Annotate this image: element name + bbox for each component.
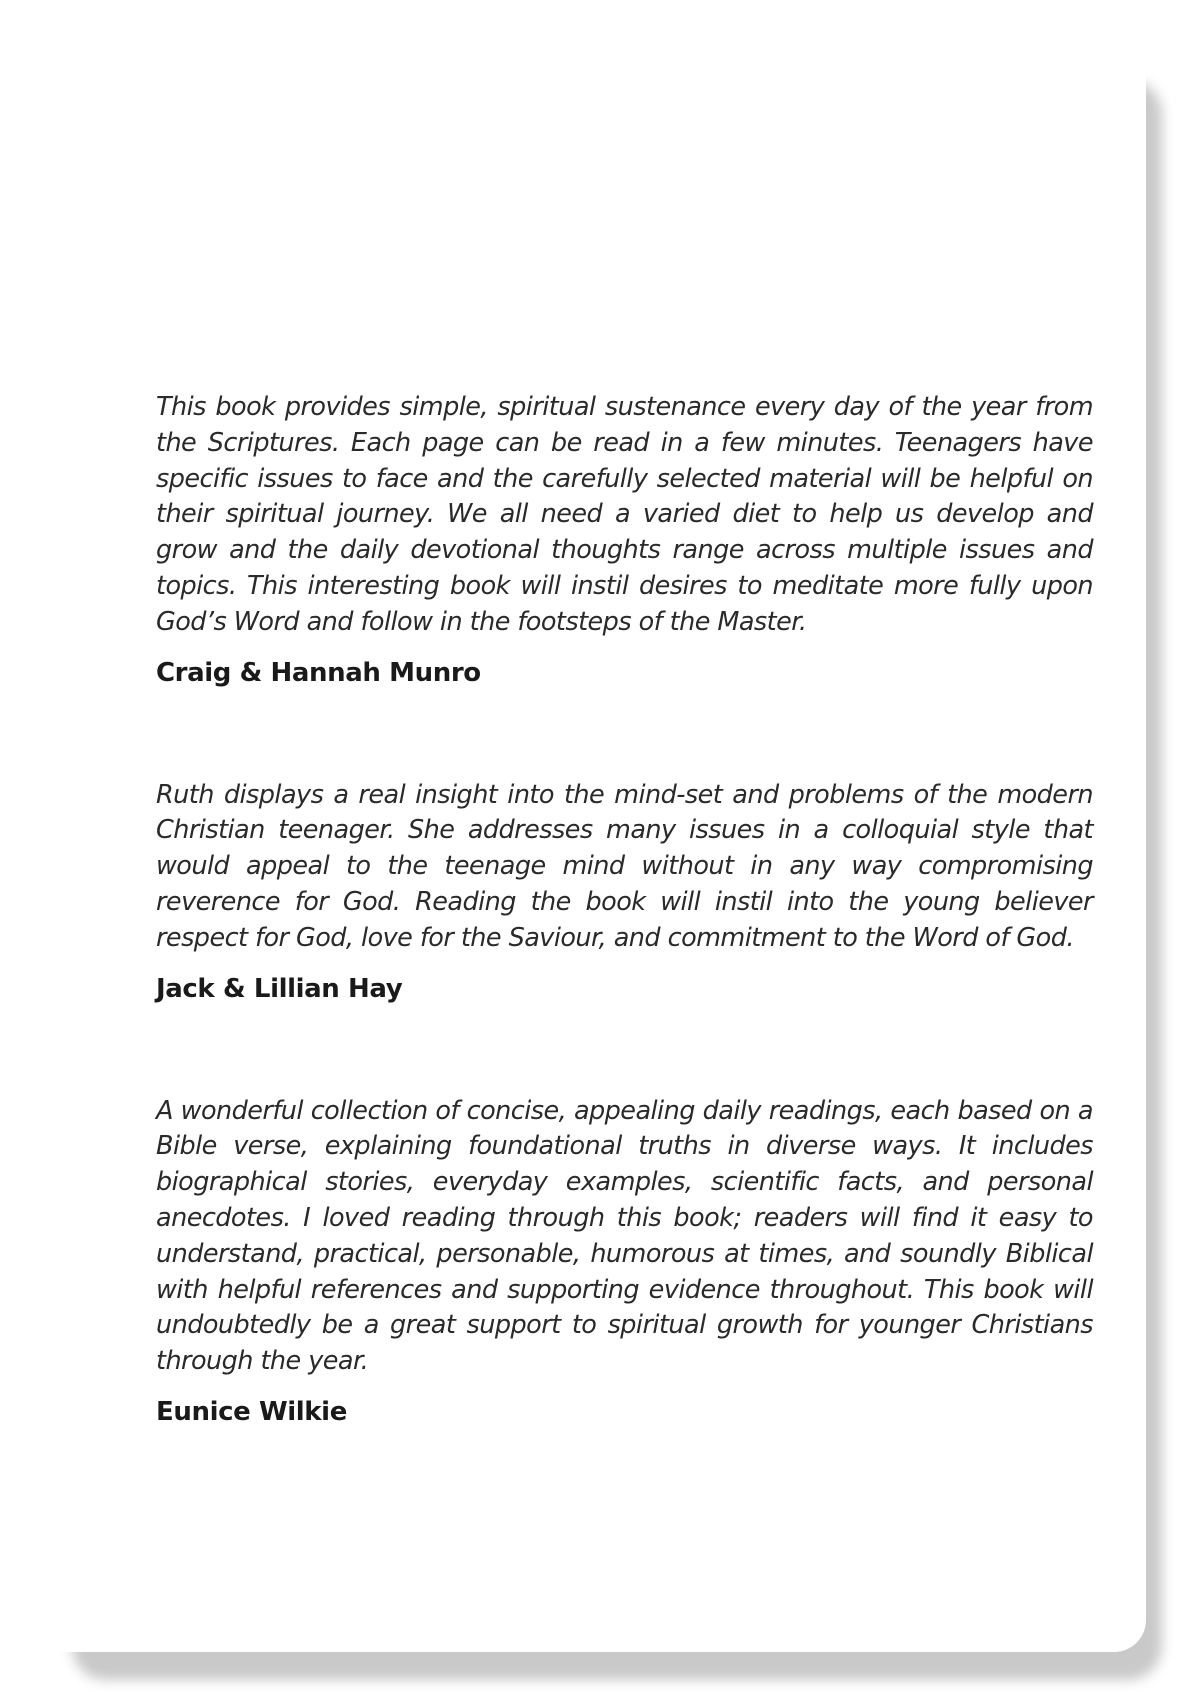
endorsement-quote: A wonderful collection of concise, appealing daily readings, each based on a Bible verse, explaining foundational truths in diverse ways. It includes biographical stories, everyday examples, scientific facts, and personal anecdotes. I loved reading through this book; readers will find it easy to understand, practical, personable, humorous at times, and soundly Biblical with helpful references and supporting evidence throughout. This book will undoubtedly be a great support to spiritual growth for younger Christians through the year. (156, 1095, 1093, 1377)
endorsement-author: Craig & Hannah Munro (156, 657, 481, 688)
endorsement-quote: This book provides simple, spiritual sustenance every day of the year from the Scriptures. Each page can be read in a few minutes. Teenagers have specific issues to face and the carefully selected material will be helpful on their spiritual journey. We all need a varied diet to help us develop and grow and the daily devotional thoughts range across multiple issues and topics. This interesting book will instil desires to meditate more fully upon God’s Word and follow in the footsteps of the Master. (156, 392, 1093, 637)
endorsements-list (156, 390, 1093, 1517)
endorsement-1 (156, 390, 1093, 691)
endorsement-2 (156, 778, 1093, 1007)
endorsement-author: Eunice Wilkie (156, 1396, 347, 1427)
endorsement-author: Jack & Lillian Hay (156, 973, 403, 1004)
endorsement-quote: Ruth displays a real insight into the mind-set and problems of the modern Christian teenager. She addresses many issues in a colloquial style that would appeal to the teenage mind without in any way compromising reverence for God. Reading the book will instil into the young believer respect for God, love for the Saviour, and commitment to the Word of God. (156, 779, 1093, 953)
endorsement-3 (156, 1094, 1093, 1430)
